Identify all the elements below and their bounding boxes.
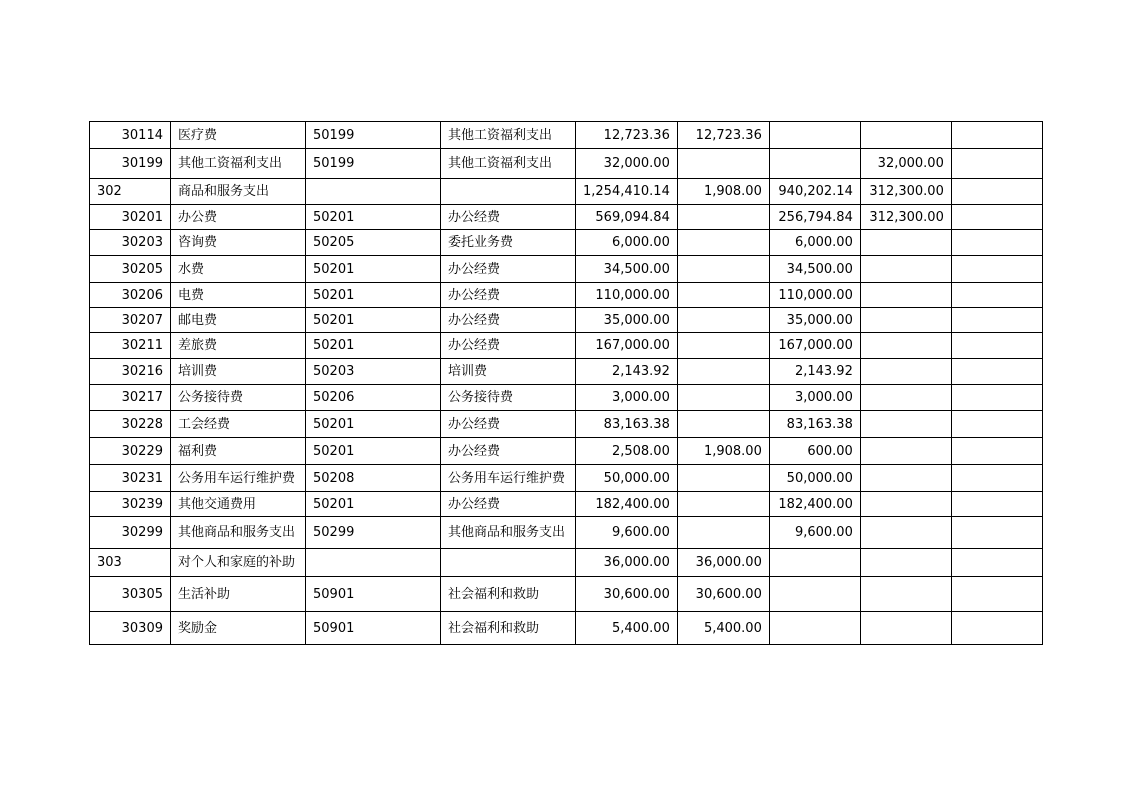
total-cell: 6,000.00	[576, 230, 678, 256]
project-cell: 35,000.00	[769, 308, 860, 333]
econ-code-cell: 50203	[306, 359, 441, 385]
basic-cell	[677, 205, 769, 230]
basic-cell	[677, 283, 769, 308]
basic-cell: 5,400.00	[677, 612, 769, 645]
project-cell	[769, 577, 860, 612]
project-cell	[769, 149, 860, 179]
econ-code-cell: 50199	[306, 122, 441, 149]
table-row	[90, 308, 1043, 333]
table-row	[90, 333, 1043, 359]
econ-name-cell: 社会福利和救助	[441, 612, 576, 645]
other-cell: 312,300.00	[860, 179, 951, 205]
name-cell: 公务接待费	[171, 385, 306, 411]
total-cell: 83,163.38	[576, 411, 678, 438]
table-row	[90, 465, 1043, 492]
extra-cell	[951, 283, 1042, 308]
extra-cell	[951, 149, 1042, 179]
table-row	[90, 411, 1043, 438]
other-cell	[860, 385, 951, 411]
table-row	[90, 612, 1043, 645]
extra-cell	[951, 122, 1042, 149]
extra-cell	[951, 308, 1042, 333]
other-cell	[860, 283, 951, 308]
extra-cell	[951, 205, 1042, 230]
code-cell: 30207	[90, 308, 171, 333]
table-row	[90, 283, 1043, 308]
econ-code-cell: 50201	[306, 492, 441, 517]
econ-name-cell: 社会福利和救助	[441, 577, 576, 612]
econ-name-cell: 其他工资福利支出	[441, 122, 576, 149]
other-cell	[860, 230, 951, 256]
basic-cell	[677, 359, 769, 385]
basic-cell	[677, 411, 769, 438]
econ-code-cell: 50201	[306, 411, 441, 438]
name-cell: 福利费	[171, 438, 306, 465]
econ-name-cell: 办公经费	[441, 438, 576, 465]
total-cell: 32,000.00	[576, 149, 678, 179]
project-cell: 167,000.00	[769, 333, 860, 359]
total-cell: 2,508.00	[576, 438, 678, 465]
econ-name-cell: 办公经费	[441, 333, 576, 359]
extra-cell	[951, 492, 1042, 517]
budget-expenditure-table	[89, 121, 1043, 645]
table-row	[90, 205, 1043, 230]
econ-code-cell: 50201	[306, 256, 441, 283]
name-cell: 工会经费	[171, 411, 306, 438]
total-cell: 110,000.00	[576, 283, 678, 308]
basic-cell	[677, 333, 769, 359]
project-cell	[769, 549, 860, 577]
econ-name-cell	[441, 179, 576, 205]
code-cell: 30239	[90, 492, 171, 517]
project-cell: 940,202.14	[769, 179, 860, 205]
project-cell: 34,500.00	[769, 256, 860, 283]
basic-cell: 12,723.36	[677, 122, 769, 149]
other-cell	[860, 577, 951, 612]
name-cell: 奖励金	[171, 612, 306, 645]
name-cell: 咨询费	[171, 230, 306, 256]
total-cell: 34,500.00	[576, 256, 678, 283]
code-cell: 30206	[90, 283, 171, 308]
econ-code-cell	[306, 549, 441, 577]
econ-code-cell: 50201	[306, 308, 441, 333]
extra-cell	[951, 465, 1042, 492]
code-cell: 30201	[90, 205, 171, 230]
table-row	[90, 359, 1043, 385]
other-cell: 312,300.00	[860, 205, 951, 230]
project-cell: 600.00	[769, 438, 860, 465]
econ-code-cell: 50199	[306, 149, 441, 179]
code-cell: 30114	[90, 122, 171, 149]
table-row	[90, 149, 1043, 179]
econ-code-cell: 50299	[306, 517, 441, 549]
econ-code-cell: 50901	[306, 577, 441, 612]
table-row	[90, 122, 1043, 149]
table-row	[90, 438, 1043, 465]
basic-cell	[677, 230, 769, 256]
table-row	[90, 517, 1043, 549]
project-cell: 2,143.92	[769, 359, 860, 385]
econ-code-cell	[306, 179, 441, 205]
code-cell: 30305	[90, 577, 171, 612]
name-cell: 对个人和家庭的补助	[171, 549, 306, 577]
extra-cell	[951, 256, 1042, 283]
name-cell: 培训费	[171, 359, 306, 385]
project-cell: 110,000.00	[769, 283, 860, 308]
other-cell	[860, 549, 951, 577]
code-cell: 30217	[90, 385, 171, 411]
other-cell	[860, 308, 951, 333]
total-cell: 3,000.00	[576, 385, 678, 411]
extra-cell	[951, 230, 1042, 256]
total-cell: 36,000.00	[576, 549, 678, 577]
basic-cell: 30,600.00	[677, 577, 769, 612]
table-row	[90, 577, 1043, 612]
name-cell: 差旅费	[171, 333, 306, 359]
basic-cell	[677, 308, 769, 333]
total-cell: 30,600.00	[576, 577, 678, 612]
code-cell: 30203	[90, 230, 171, 256]
total-cell: 2,143.92	[576, 359, 678, 385]
basic-cell	[677, 465, 769, 492]
total-cell: 12,723.36	[576, 122, 678, 149]
name-cell: 其他商品和服务支出	[171, 517, 306, 549]
basic-cell	[677, 149, 769, 179]
other-cell	[860, 122, 951, 149]
name-cell: 公务用车运行维护费	[171, 465, 306, 492]
extra-cell	[951, 411, 1042, 438]
other-cell	[860, 256, 951, 283]
code-cell: 30205	[90, 256, 171, 283]
project-cell: 3,000.00	[769, 385, 860, 411]
econ-name-cell: 办公经费	[441, 308, 576, 333]
econ-name-cell: 办公经费	[441, 411, 576, 438]
basic-cell	[677, 385, 769, 411]
code-cell: 302	[90, 179, 171, 205]
econ-name-cell: 办公经费	[441, 205, 576, 230]
extra-cell	[951, 577, 1042, 612]
name-cell: 商品和服务支出	[171, 179, 306, 205]
econ-name-cell	[441, 549, 576, 577]
total-cell: 9,600.00	[576, 517, 678, 549]
econ-name-cell: 公务接待费	[441, 385, 576, 411]
total-cell: 1,254,410.14	[576, 179, 678, 205]
table-row	[90, 492, 1043, 517]
econ-name-cell: 其他商品和服务支出	[441, 517, 576, 549]
code-cell: 30229	[90, 438, 171, 465]
extra-cell	[951, 517, 1042, 549]
basic-cell	[677, 256, 769, 283]
econ-code-cell: 50208	[306, 465, 441, 492]
basic-cell: 36,000.00	[677, 549, 769, 577]
name-cell: 其他工资福利支出	[171, 149, 306, 179]
project-cell: 50,000.00	[769, 465, 860, 492]
table-row	[90, 549, 1043, 577]
econ-name-cell: 办公经费	[441, 256, 576, 283]
project-cell: 83,163.38	[769, 411, 860, 438]
other-cell	[860, 612, 951, 645]
econ-name-cell: 其他工资福利支出	[441, 149, 576, 179]
extra-cell	[951, 179, 1042, 205]
project-cell: 9,600.00	[769, 517, 860, 549]
total-cell: 167,000.00	[576, 333, 678, 359]
name-cell: 邮电费	[171, 308, 306, 333]
name-cell: 医疗费	[171, 122, 306, 149]
econ-code-cell: 50901	[306, 612, 441, 645]
project-cell	[769, 122, 860, 149]
code-cell: 30299	[90, 517, 171, 549]
econ-name-cell: 培训费	[441, 359, 576, 385]
table-row	[90, 256, 1043, 283]
basic-cell: 1,908.00	[677, 179, 769, 205]
other-cell	[860, 465, 951, 492]
econ-code-cell: 50201	[306, 438, 441, 465]
name-cell: 电费	[171, 283, 306, 308]
econ-code-cell: 50206	[306, 385, 441, 411]
extra-cell	[951, 612, 1042, 645]
total-cell: 5,400.00	[576, 612, 678, 645]
total-cell: 50,000.00	[576, 465, 678, 492]
econ-code-cell: 50201	[306, 205, 441, 230]
code-cell: 30199	[90, 149, 171, 179]
basic-cell	[677, 517, 769, 549]
other-cell	[860, 359, 951, 385]
econ-name-cell: 委托业务费	[441, 230, 576, 256]
econ-code-cell: 50201	[306, 283, 441, 308]
other-cell	[860, 333, 951, 359]
basic-cell	[677, 492, 769, 517]
basic-cell: 1,908.00	[677, 438, 769, 465]
project-cell	[769, 612, 860, 645]
econ-code-cell: 50205	[306, 230, 441, 256]
code-cell: 30216	[90, 359, 171, 385]
code-cell: 30211	[90, 333, 171, 359]
extra-cell	[951, 549, 1042, 577]
extra-cell	[951, 385, 1042, 411]
other-cell: 32,000.00	[860, 149, 951, 179]
other-cell	[860, 438, 951, 465]
extra-cell	[951, 333, 1042, 359]
project-cell: 6,000.00	[769, 230, 860, 256]
project-cell: 256,794.84	[769, 205, 860, 230]
code-cell: 30309	[90, 612, 171, 645]
code-cell: 30228	[90, 411, 171, 438]
econ-name-cell: 公务用车运行维护费	[441, 465, 576, 492]
total-cell: 569,094.84	[576, 205, 678, 230]
table-body	[90, 122, 1043, 645]
econ-name-cell: 办公经费	[441, 283, 576, 308]
table-row	[90, 230, 1043, 256]
extra-cell	[951, 438, 1042, 465]
name-cell: 其他交通费用	[171, 492, 306, 517]
name-cell: 水费	[171, 256, 306, 283]
other-cell	[860, 411, 951, 438]
extra-cell	[951, 359, 1042, 385]
code-cell: 30231	[90, 465, 171, 492]
table-row	[90, 385, 1043, 411]
total-cell: 35,000.00	[576, 308, 678, 333]
other-cell	[860, 517, 951, 549]
name-cell: 生活补助	[171, 577, 306, 612]
total-cell: 182,400.00	[576, 492, 678, 517]
econ-name-cell: 办公经费	[441, 492, 576, 517]
econ-code-cell: 50201	[306, 333, 441, 359]
table-row	[90, 179, 1043, 205]
code-cell: 303	[90, 549, 171, 577]
project-cell: 182,400.00	[769, 492, 860, 517]
other-cell	[860, 492, 951, 517]
name-cell: 办公费	[171, 205, 306, 230]
